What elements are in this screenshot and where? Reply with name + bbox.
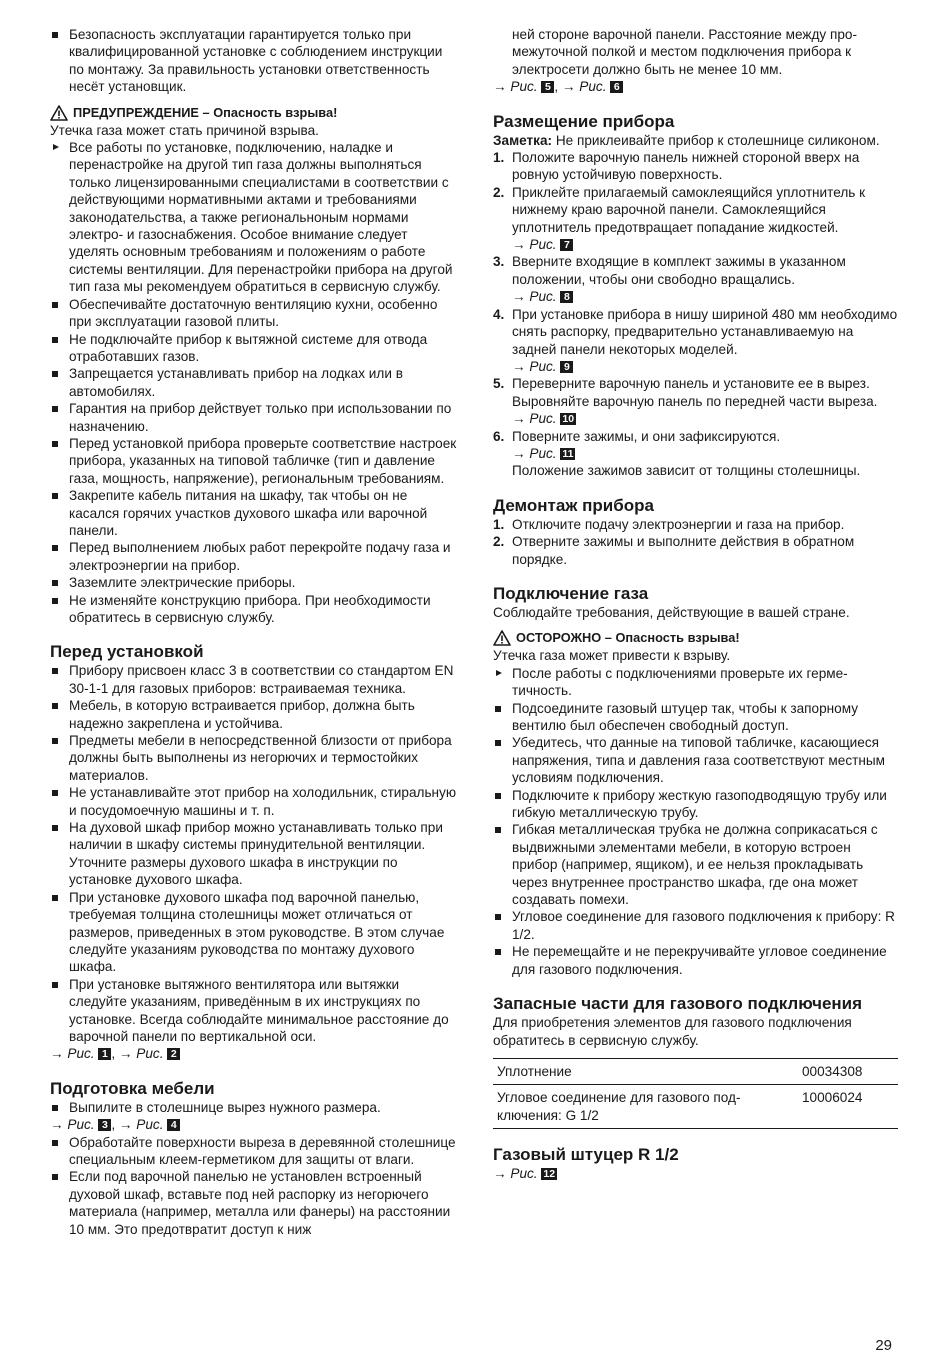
step-item: 6. Поверните зажимы, и они зафиксируются.: [493, 428, 781, 444]
table-row: [493, 1058, 898, 1084]
caution-title: ОСТОРОЖНО – Опасность взрыва!: [516, 630, 740, 646]
part-name: Уплотнение: [493, 1058, 798, 1084]
warning-triangle-icon: [50, 105, 68, 121]
list-item: Закрепите кабель питания на шкафу, так чтобы он не касался горячих участков духового шкафа или варочной панели.: [50, 487, 460, 539]
warning-text: Утечка газа может стать причиной взрыва.: [50, 122, 319, 138]
figure-reference: → Рис. 12: [493, 1166, 556, 1182]
section-title-removal: Демонтаж прибора: [493, 495, 654, 515]
continuation-text: ней стороне варочной панели. Расстояние между промежуточной полкой и местом подключения прибора к электросети должно быть не менее 10 мм.: [512, 27, 857, 77]
list-item: При установке вытяжного вентилятора или вытяжки следуйте указаниям, приведённым в их инструкциях по установке. Всегда соблюдайте минимальное расстояние до варочной панели по вертикальной оси.: [50, 976, 460, 1046]
step-item: 3. Вверните входящие в комплект зажимы в указанном положении, чтобы они свободно вращались.: [493, 254, 846, 287]
figure-reference: → Рис. 5 , → Рис. 6: [493, 78, 898, 95]
figure-badge: 1: [98, 1048, 111, 1060]
list-item: Обеспечивайте достаточную вентиляцию кухни, особенно при эксплуатации газовой плиты.: [50, 296, 460, 331]
page-number: 29: [875, 1337, 892, 1354]
list-item: Гибкая металлическая трубка не должна соприкасаться с выдвижными элементами мебели, в которую встроен прибор (например, ящиком), и ее нельзя прокладывать через внутреннее пространство шкафа, где она может создавать помехи.: [493, 821, 898, 908]
list-item: Обработайте поверхности выреза в деревянной столешнице специальным клеем-герметиком для защиты от влаги.: [50, 1134, 460, 1169]
section-title-placement: Размещение прибора: [493, 111, 675, 131]
figure-badge: 2: [167, 1048, 180, 1060]
right-column: [493, 26, 898, 1183]
placement-steps: [493, 149, 898, 480]
figure-badge: 9: [560, 361, 573, 373]
figure-reference: → Рис. 9: [493, 358, 898, 375]
step-item: 4. При установке прибора в нишу шириной 480 мм необходимо снять распорку, предварительно устанавливаемую на задней панели некоторых моделей.: [493, 306, 898, 357]
section-title-before-install: Перед установкой: [50, 642, 204, 662]
step-item: 1. Отключите подачу электроэнергии и газа на прибор.: [493, 516, 845, 532]
spare-parts-table: [493, 1058, 898, 1129]
step-item: 2. Приклейте прилагаемый самоклеящийся уплотнитель к нижнему краю варочной панели. Самоклеящийся уплотнитель предотвращает попадание жидкостей.: [493, 184, 866, 235]
section-title-gas-connection: Подключение газа: [493, 583, 649, 603]
figure-reference: → Рис. 3 , → Рис. 4: [50, 1116, 460, 1133]
list-item: При установке духового шкафа под варочной панелью, требуемая толщина столешницы может отличаться от размеров, приведенных в этом руководстве. В этом случае следуйте указаниям руководства по монтажу духового шкафа.: [50, 889, 460, 976]
table-row: [493, 1085, 898, 1129]
list-item: Гарантия на прибор действует только при использовании по назначению.: [50, 400, 460, 435]
figure-badge: 7: [560, 239, 573, 251]
figure-reference: → Рис. 11: [512, 445, 574, 461]
part-code: 10006024: [798, 1085, 898, 1129]
part-name: Угловое соединение для газового подключения: G 1/2: [493, 1085, 798, 1129]
list-item: Не изменяйте конструкцию прибора. При необходимости обратитесь в сервисную службу.: [50, 592, 460, 627]
list-item: Убедитесь, что данные на типовой табличке, касающиеся напряжения, типа и давления газа соответствуют местным условиям подключения.: [493, 734, 898, 786]
left-column: [50, 26, 460, 1238]
figure-badge: 12: [543, 1168, 556, 1181]
list-item: Не устанавливайте этот прибор на холодильник, стиральную и посудомоечную машины и т. п.: [50, 784, 460, 819]
list-item: Заземлите электрические приборы.: [50, 574, 460, 591]
figure-badge: 4: [167, 1119, 180, 1131]
caution-text: Утечка газа может привести к взрыву.: [493, 648, 731, 664]
list-item: Мебель, в которую встраивается прибор, должна быть надежно закреплена и устойчива.: [50, 697, 460, 732]
gas-intro: Соблюдайте требования, действующие в вашей стране.: [493, 604, 850, 620]
placement-note: Заметка: Не приклеивайте прибор к столешнице силиконом.: [493, 132, 880, 148]
figure-badge: 10: [562, 413, 575, 426]
figure-badge: 5: [541, 81, 554, 93]
list-item: Перед выполнением любых работ перекройте подачу газа и электроэнергии на прибор.: [50, 539, 460, 574]
parts-intro: Для приобретения элементов для газового подключения обратитесь в сервисную службу.: [493, 1015, 852, 1048]
list-item: Не перемещайте и не перекручивайте угловое соединение для газового подключения.: [493, 943, 898, 978]
warning-triangle-icon: [493, 630, 511, 646]
step-item: 1. Положите варочную панель нижней стороной вверх на ровную устойчивую поверхность.: [493, 150, 860, 183]
figure-badge: 3: [98, 1119, 111, 1131]
caution-step: После работы с подключениями проверьте их герметичность.: [493, 665, 898, 700]
list-item: Перед установкой прибора проверьте соответствие настроек прибора, указанных на типовой табличке (тип и давление газа, мощность, напряжение), региональным требованиям.: [50, 435, 460, 487]
figure-badge: 6: [610, 81, 623, 93]
safety-list: [50, 296, 460, 627]
list-item: Если под варочной панелью не установлен встроенный духовой шкаф, вставьте под ней распорку из негорючего материала (например, металла или фанеры) на расстоянии 10 мм. Это предотвратит доступ к ниж: [50, 1168, 460, 1238]
list-item: На духовой шкаф прибор можно устанавливать только при наличии в шкафу системы принудительной вентиляции. Уточните размеры духового шкафа в инструкции по установке духового шкафа.: [50, 819, 460, 889]
section-title-gas-fitting: Газовый штуцер R 1/2: [493, 1145, 679, 1165]
figure-reference: → Рис. 8: [493, 288, 898, 305]
figure-reference: → Рис. 7: [493, 236, 898, 253]
section-title-spare-parts: Запасные части для газового подключения: [493, 994, 863, 1014]
list-item: Угловое соединение для газового подключения к прибору: R 1/2.: [493, 908, 898, 943]
warning-title: ПРЕДУПРЕЖДЕНИЕ – Опасность взрыва!: [73, 104, 338, 120]
list-item: Прибору присвоен класс 3 в соответствии со стандартом EN 30-1-1 для газовых приборов: встраиваемая техника.: [50, 662, 460, 697]
figure-reference: → Рис. 1 , → Рис. 2: [50, 1045, 460, 1062]
list-item: Подключите к прибору жесткую газоподводящую трубу или гибкую металлическую трубу.: [493, 787, 898, 822]
figure-reference: → Рис. 10: [512, 411, 575, 427]
section-title-furniture: Подготовка мебели: [50, 1078, 215, 1098]
intro-bullet: Безопасность эксплуатации гарантируется только при квалифицированной установке с соблюдением инструкции по монтажу. За правильность установки ответственность несёт установщик.: [50, 26, 460, 96]
warning-step: Все работы по установке, подключению, наладке и перенастройке на другой тип газа должны выполняться только лицензированными специалистами в соответствии с действующими нормативными актами и требованиями законодательства, а также региональноным нормами электро- и газоснабжения. Особое внимание следует уделять основным требованиям и положениям о работе системы вентиляции. Для перенастройки прибора на другой тип газа мы рекомендуем обратиться в сервисную службу.: [50, 139, 460, 296]
gas-list: [493, 700, 898, 979]
part-code: 00034308: [798, 1058, 898, 1084]
before-install-list: [50, 662, 460, 1045]
list-item: Подсоедините газовый штуцер так, чтобы к запорному вентилю был обеспечен свободный доступ.: [493, 700, 898, 735]
warning-explosion-heading: [50, 104, 460, 122]
list-item: Выпилите в столешнице вырез нужного размера.: [50, 1099, 460, 1116]
list-item: Предметы мебели в непосредственной близости от прибора должны быть выполнены из негорючих и термостойких материалов.: [50, 732, 460, 784]
caution-explosion-heading: [493, 629, 898, 647]
list-item: Запрещается устанавливать прибор на лодках или в автомобилях.: [50, 365, 460, 400]
figure-badge: 11: [562, 447, 574, 460]
step-item: 2. Отверните зажимы и выполните действия в обратном порядке.: [493, 534, 855, 567]
step-note: Положение зажимов зависит от толщины столешницы.: [512, 463, 861, 479]
step-item: 5. Переверните варочную панель и установите ее в вырез. Выровняйте варочную панель по передней части выреза.: [493, 376, 878, 409]
list-item: Не подключайте прибор к вытяжной системе для отвода отработавших газов.: [50, 331, 460, 366]
figure-badge: 8: [560, 291, 573, 303]
